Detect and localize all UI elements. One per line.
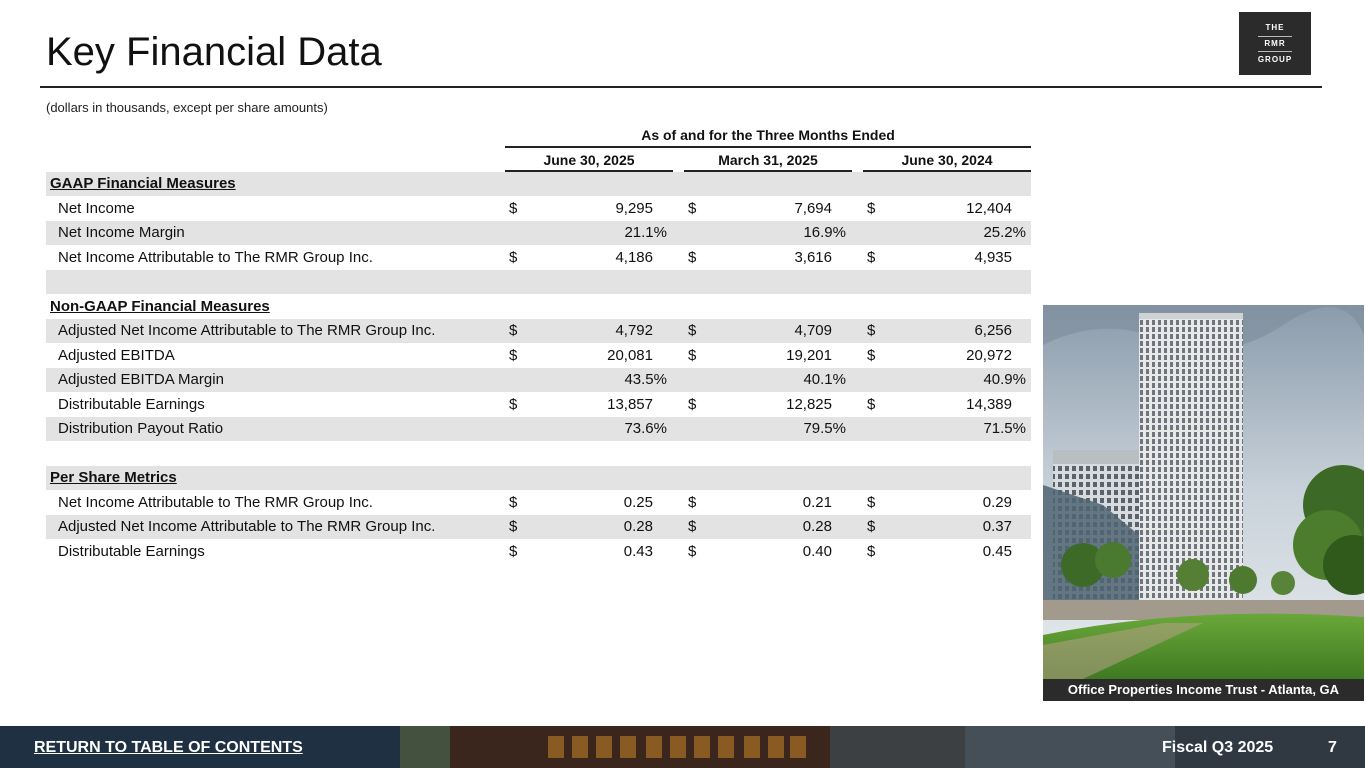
logo-line-2: RMR [1264, 39, 1286, 48]
period-divider [505, 146, 1031, 148]
currency-symbol: $ [509, 395, 518, 413]
column-header: June 30, 2025 [543, 152, 635, 168]
spacer-row [46, 442, 1031, 466]
row-label: Net Income Margin [58, 224, 185, 241]
cell-value: 0.37 [982, 518, 1012, 535]
table-row [46, 515, 1031, 539]
cell-value: 20,972 [966, 346, 1012, 364]
section-title: Per Share Metrics [50, 469, 177, 486]
currency-symbol: $ [509, 248, 518, 266]
cell-value: 73.6% [624, 420, 667, 437]
currency-symbol: $ [509, 542, 518, 560]
table-row [46, 417, 1031, 441]
row-label: Adjusted EBITDA [58, 346, 175, 364]
units-note: (dollars in thousands, except per share amounts) [46, 100, 328, 115]
table-row [46, 319, 1031, 343]
currency-symbol: $ [867, 493, 876, 511]
section-title: Non-GAAP Financial Measures [50, 297, 270, 315]
table-row [46, 540, 1031, 564]
cell-value: 21.1% [624, 224, 667, 241]
currency-symbol: $ [867, 346, 876, 364]
cell-value: 40.9% [983, 371, 1026, 388]
cell-value: 19,201 [786, 346, 832, 364]
column-header: March 31, 2025 [718, 152, 818, 168]
logo-line-1: THE [1265, 23, 1285, 32]
currency-symbol: $ [688, 346, 697, 364]
column-header: June 30, 2024 [901, 152, 993, 168]
currency-symbol: $ [867, 542, 876, 560]
cell-value: 0.25 [623, 493, 653, 511]
cell-value: 79.5% [803, 420, 846, 437]
table-row [46, 221, 1031, 245]
currency-symbol: $ [867, 518, 876, 535]
cell-value: 40.1% [803, 371, 846, 388]
page-title: Key Financial Data [46, 30, 382, 74]
currency-symbol: $ [867, 248, 876, 266]
cell-value: 0.28 [623, 518, 653, 535]
cell-value: 43.5% [624, 371, 667, 388]
currency-symbol: $ [867, 395, 876, 413]
row-label: Distribution Payout Ratio [58, 420, 224, 437]
table-row [46, 393, 1031, 417]
currency-symbol: $ [688, 199, 697, 217]
cell-value: 0.40 [802, 542, 832, 560]
cell-value: 0.45 [982, 542, 1012, 560]
spacer-row [46, 270, 1031, 294]
currency-symbol: $ [509, 493, 518, 511]
cell-value: 9,295 [615, 199, 653, 217]
cell-value: 0.29 [982, 493, 1012, 511]
page-number: 7 [1328, 739, 1337, 756]
logo-rule [1258, 51, 1292, 52]
cell-value: 0.28 [802, 518, 832, 535]
currency-symbol: $ [688, 248, 697, 266]
cell-value: 4,792 [615, 322, 653, 339]
cell-value: 20,081 [607, 346, 653, 364]
cell-value: 12,825 [786, 395, 832, 413]
cell-value: 0.43 [623, 542, 653, 560]
currency-symbol: $ [509, 346, 518, 364]
logo-line-3: GROUP [1257, 55, 1293, 64]
building-photo [1043, 305, 1364, 679]
row-label: Adjusted EBITDA Margin [58, 371, 224, 388]
table-row [46, 344, 1031, 368]
title-divider [40, 86, 1322, 88]
cell-value: 0.21 [802, 493, 832, 511]
cell-value: 4,186 [615, 248, 653, 266]
currency-symbol: $ [688, 395, 697, 413]
table-row [46, 491, 1031, 515]
row-label: Distributable Earnings [58, 542, 205, 560]
cell-value: 12,404 [966, 199, 1012, 217]
currency-symbol: $ [509, 199, 518, 217]
fiscal-period-label: Fiscal Q3 2025 [1162, 739, 1274, 756]
cell-value: 7,694 [794, 199, 832, 217]
cell-value: 4,709 [794, 322, 832, 339]
section-header-row [46, 172, 1031, 196]
currency-symbol: $ [688, 322, 697, 339]
table-row [46, 197, 1031, 221]
return-to-toc-link[interactable]: RETURN TO TABLE OF CONTENTS [34, 739, 303, 756]
currency-symbol: $ [867, 199, 876, 217]
currency-symbol: $ [509, 322, 518, 339]
currency-symbol: $ [867, 322, 876, 339]
cell-value: 14,389 [966, 395, 1012, 413]
office-tower-image [1043, 305, 1364, 679]
logo-rule [1258, 36, 1292, 37]
table-row [46, 246, 1031, 270]
section-title: GAAP Financial Measures [50, 175, 236, 192]
row-label: Net Income [58, 199, 135, 217]
cell-value: 4,935 [974, 248, 1012, 266]
photo-caption: Office Properties Income Trust - Atlanta, GA [1043, 679, 1364, 701]
row-label: Distributable Earnings [58, 395, 205, 413]
section-header-row [46, 466, 1031, 490]
currency-symbol: $ [688, 518, 697, 535]
table-row [46, 368, 1031, 392]
row-label: Adjusted Net Income Attributable to The RMR Group Inc. [58, 518, 436, 535]
cell-value: 71.5% [983, 420, 1026, 437]
cell-value: 16.9% [803, 224, 846, 241]
currency-symbol: $ [509, 518, 518, 535]
period-header: As of and for the Three Months Ended [641, 127, 895, 143]
cell-value: 25.2% [983, 224, 1026, 241]
cell-value: 6,256 [974, 322, 1012, 339]
row-label: Net Income Attributable to The RMR Group Inc. [58, 493, 373, 511]
cell-value: 3,616 [794, 248, 832, 266]
section-header-row [46, 295, 1031, 319]
currency-symbol: $ [688, 542, 697, 560]
cell-value: 13,857 [607, 395, 653, 413]
row-label: Adjusted Net Income Attributable to The RMR Group Inc. [58, 322, 436, 339]
currency-symbol: $ [688, 493, 697, 511]
row-label: Net Income Attributable to The RMR Group Inc. [58, 248, 373, 266]
rmr-logo [1239, 12, 1311, 75]
